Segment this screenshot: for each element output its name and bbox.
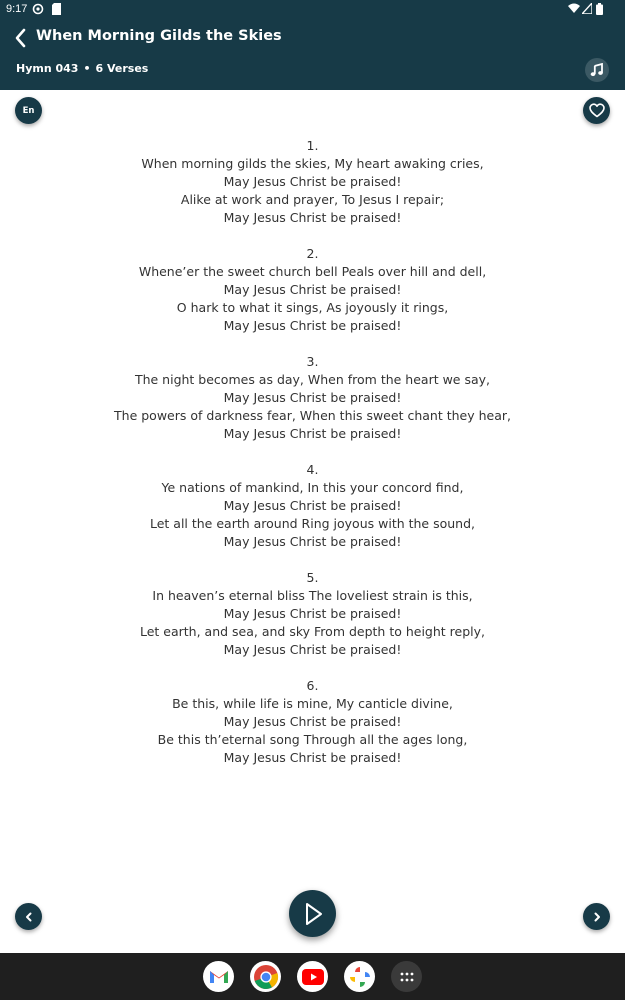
verse-line: May Jesus Christ be praised! bbox=[223, 498, 402, 513]
chevron-left-icon bbox=[10, 26, 32, 50]
previous-hymn-button[interactable] bbox=[15, 903, 42, 930]
youtube-icon[interactable] bbox=[297, 961, 328, 992]
verse-line: May Jesus Christ be praised! bbox=[223, 174, 402, 189]
verse-line: O hark to what it sings, As joyously it rings, bbox=[176, 300, 449, 315]
music-button[interactable] bbox=[585, 58, 609, 82]
settings-status-icon bbox=[32, 3, 44, 18]
verse bbox=[0, 353, 625, 443]
verse-number: 2. bbox=[306, 246, 319, 261]
verse-line: May Jesus Christ be praised! bbox=[223, 606, 402, 621]
chevron-right-icon bbox=[591, 911, 603, 923]
verse-line: Be this th’eternal song Through all the ages long, bbox=[157, 732, 468, 747]
status-time: 9:17 bbox=[6, 3, 28, 15]
verse-line: When morning gilds the skies, My heart awaking cries, bbox=[141, 156, 484, 171]
hymn-title: When Morning Gilds the Skies bbox=[36, 28, 282, 44]
hymn-number: Hymn 043 bbox=[16, 62, 79, 75]
heart-icon bbox=[589, 103, 605, 118]
photos-icon[interactable] bbox=[344, 961, 375, 992]
verse-number: 1. bbox=[306, 138, 319, 153]
verse-line: May Jesus Christ be praised! bbox=[223, 534, 402, 549]
verse bbox=[0, 677, 625, 767]
play-icon bbox=[301, 901, 325, 927]
wifi-icon bbox=[568, 3, 580, 17]
verse bbox=[0, 137, 625, 227]
lyrics-container bbox=[0, 137, 625, 785]
verse-line: In heaven’s eternal bliss The loveliest strain is this, bbox=[152, 588, 473, 603]
taskbar bbox=[0, 953, 625, 1000]
verse-line: Ye nations of mankind, In this your concord find, bbox=[161, 480, 464, 495]
verse-line: The powers of darkness fear, When this sweet chant they hear, bbox=[114, 408, 511, 423]
verse bbox=[0, 461, 625, 551]
verse-line: May Jesus Christ be praised! bbox=[223, 750, 402, 765]
status-bar bbox=[0, 0, 625, 20]
verse-number: 3. bbox=[306, 354, 319, 369]
verse-line: May Jesus Christ be praised! bbox=[223, 642, 402, 657]
verse-line: Be this, while life is mine, My canticle divine, bbox=[172, 696, 453, 711]
verse-line: The night becomes as day, When from the heart we say, bbox=[134, 372, 491, 387]
signal-icon bbox=[582, 3, 592, 17]
verse-number: 4. bbox=[306, 462, 319, 477]
subtitle-separator: • bbox=[83, 62, 91, 75]
sd-card-icon bbox=[52, 3, 61, 18]
verse-line: May Jesus Christ be praised! bbox=[223, 390, 402, 405]
app-header bbox=[0, 20, 625, 90]
chrome-icon[interactable] bbox=[250, 961, 281, 992]
verse-line: May Jesus Christ be praised! bbox=[223, 210, 402, 225]
hymn-subtitle bbox=[16, 62, 148, 75]
verse-number: 6. bbox=[306, 678, 319, 693]
verse-line: Whene’er the sweet church bell Peals over hill and dell, bbox=[138, 264, 487, 279]
verse-count: 6 Verses bbox=[95, 62, 149, 75]
verse-line: May Jesus Christ be praised! bbox=[223, 282, 402, 297]
favorite-button[interactable] bbox=[583, 97, 610, 124]
back-button[interactable] bbox=[10, 26, 32, 50]
app-drawer-icon[interactable] bbox=[391, 961, 422, 992]
verse-line: May Jesus Christ be praised! bbox=[223, 426, 402, 441]
chevron-left-icon bbox=[23, 911, 35, 923]
verse-number: 5. bbox=[306, 570, 319, 585]
music-note-icon bbox=[590, 63, 604, 77]
verse bbox=[0, 245, 625, 335]
verse-line: Alike at work and prayer, To Jesus I repair; bbox=[180, 192, 445, 207]
language-button[interactable]: En bbox=[15, 97, 42, 124]
verse bbox=[0, 569, 625, 659]
verse-line: Let all the earth around Ring joyous with the sound, bbox=[149, 516, 476, 531]
battery-icon bbox=[596, 3, 603, 18]
gmail-icon[interactable] bbox=[203, 961, 234, 992]
play-button[interactable] bbox=[289, 890, 336, 937]
verse-line: May Jesus Christ be praised! bbox=[223, 714, 402, 729]
verse-line: May Jesus Christ be praised! bbox=[223, 318, 402, 333]
verse-line: Let earth, and sea, and sky From depth to height reply, bbox=[139, 624, 485, 639]
next-hymn-button[interactable] bbox=[583, 903, 610, 930]
